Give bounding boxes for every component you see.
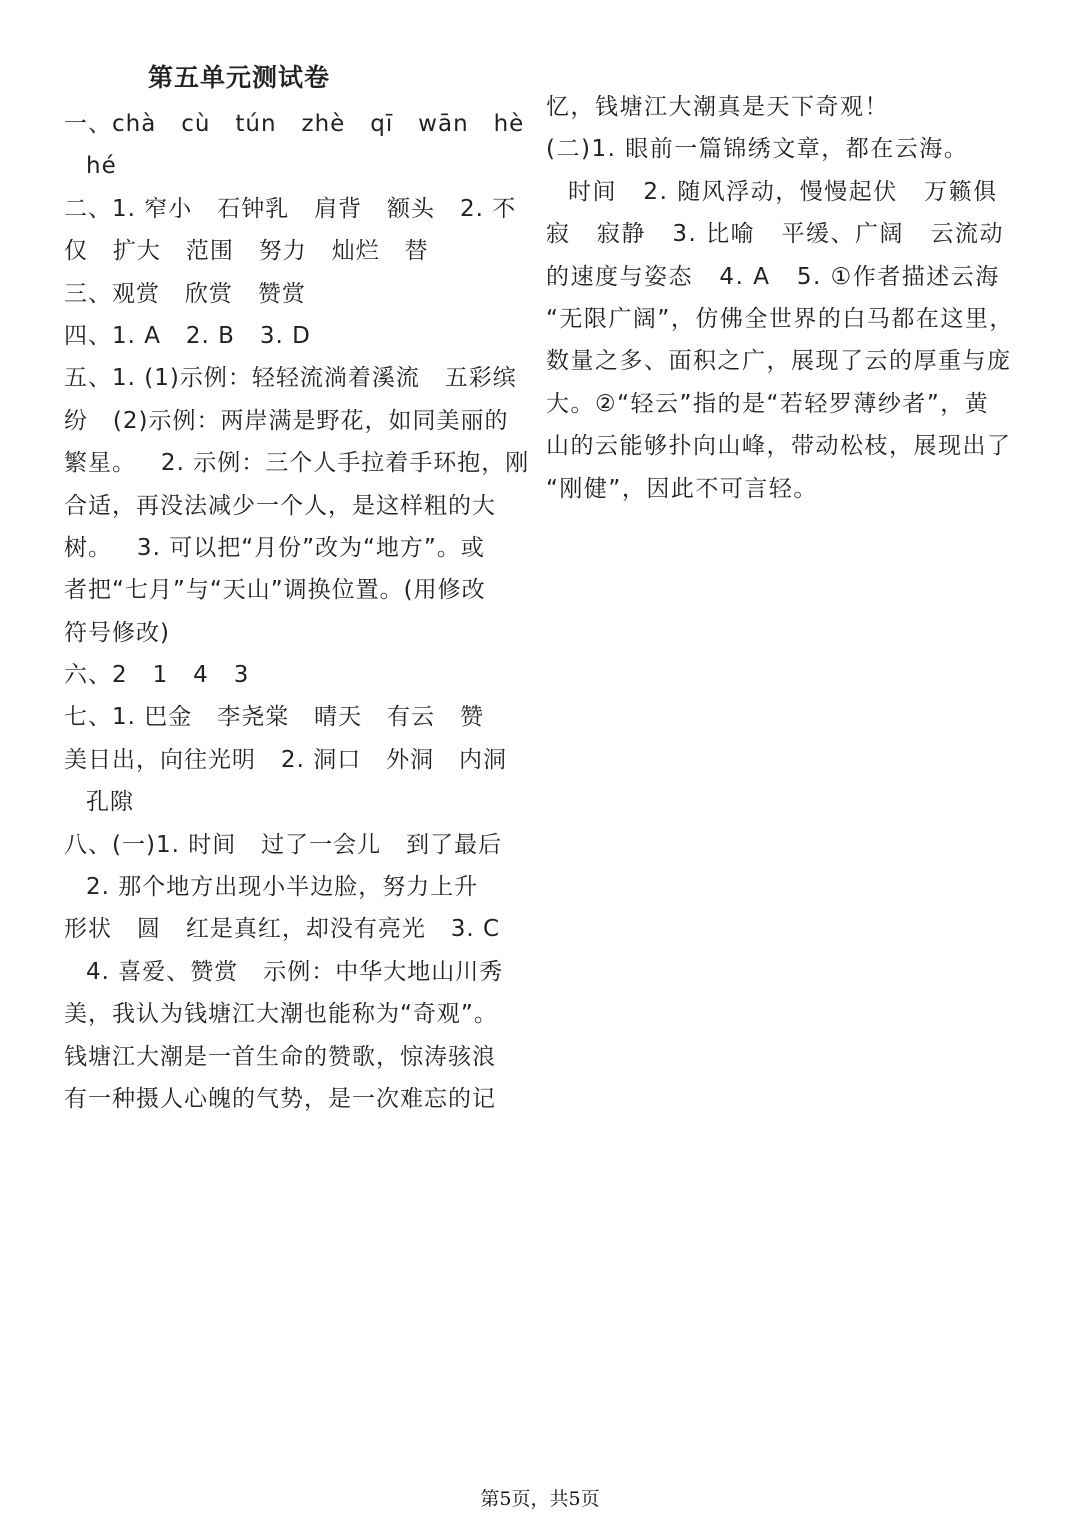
answer-line: 大。②“轻云”指的是“若轻罗薄纱者”，黄 xyxy=(546,390,990,417)
page-number: 第5页，共5页 xyxy=(480,1488,600,1510)
answer-line: 数量之多、面积之广，展现了云的厚重与庞 xyxy=(546,348,1012,375)
answer-line: 孔隙 xyxy=(86,789,134,816)
answer-line: 寂 寂静 3. 比喻 平缓、广阔 云流动 xyxy=(546,221,1004,248)
answer-column-left xyxy=(64,103,530,1120)
answer-line: 时间 2. 随风浮动，慢慢起伏 万籁俱 xyxy=(568,178,998,205)
answer-line: 符号修改) xyxy=(64,619,170,646)
answer-line: 合适，再没法减少一个人，是这样粗的大 xyxy=(64,492,496,519)
answer-line: 形状 圆 红是真红，却没有亮光 3. C xyxy=(64,916,501,943)
answer-column-right xyxy=(546,86,1026,510)
answer-line: 一、chà cù tún zhè qī wān hè xyxy=(64,111,525,137)
answer-line: 美，我认为钱塘江大潮也能称为“奇观”。 xyxy=(64,1001,498,1028)
answer-line: 的速度与姿态 4. A 5. ①作者描述云海 xyxy=(546,263,1000,290)
answer-line: “无限广阔”，仿佛全世界的白马都在这里， xyxy=(546,305,1014,332)
answer-line: 忆，钱塘江大潮真是天下奇观！ xyxy=(546,94,889,120)
answer-line: 钱塘江大潮是一首生命的赞歌，惊涛骇浪 xyxy=(64,1043,496,1070)
answer-line: (二)1. 眼前一篇锦绣文章，都在云海。 xyxy=(546,136,969,163)
answer-line: 六、2 1 4 3 xyxy=(64,662,250,689)
answer-line: 4. 喜爱、赞赏 示例：中华大地山川秀 xyxy=(86,958,504,985)
answer-line: 树。 3. 可以把“月份”改为“地方”。或 xyxy=(64,534,485,561)
answer-line: 美日出，向往光明 2. 洞口 外洞 内洞 xyxy=(64,746,508,773)
answer-line: 2. 那个地方出现小半边脸，努力上升 xyxy=(86,874,479,901)
answer-line: 仅 扩大 范围 努力 灿烂 替 xyxy=(64,238,429,265)
answer-line: 八、(一)1. 时间 过了一会儿 到了最后 xyxy=(64,831,503,858)
answer-line: 纷 (2)示例：两岸满是野花，如同美丽的 xyxy=(64,407,509,434)
answer-line: “刚健”，因此不可言轻。 xyxy=(546,475,818,502)
answer-line: 有一种摄人心魄的气势，是一次难忘的记 xyxy=(64,1085,496,1112)
answer-line: hé xyxy=(86,153,117,180)
answer-line: 山的云能够扑向山峰，带动松枝，展现出了 xyxy=(546,433,1012,460)
answer-line: 二、1. 窄小 石钟乳 肩背 额头 2. 不 xyxy=(64,195,517,222)
answer-line: 五、1. (1)示例：轻轻流淌着溪流 五彩缤 xyxy=(64,365,517,392)
answer-line: 繁星。 2. 示例：三个人手拉着手环抱，刚 xyxy=(64,450,530,477)
answer-line: 三、观赏 欣赏 赞赏 xyxy=(64,280,306,307)
page-title: 第五单元测试卷 xyxy=(148,63,331,92)
answer-line: 者把“七月”与“天山”调换位置。(用修改 xyxy=(64,577,486,604)
answer-line: 四、1. A 2. B 3. D xyxy=(64,322,311,349)
answer-line: 七、1. 巴金 李尧棠 晴天 有云 赞 xyxy=(64,704,484,731)
